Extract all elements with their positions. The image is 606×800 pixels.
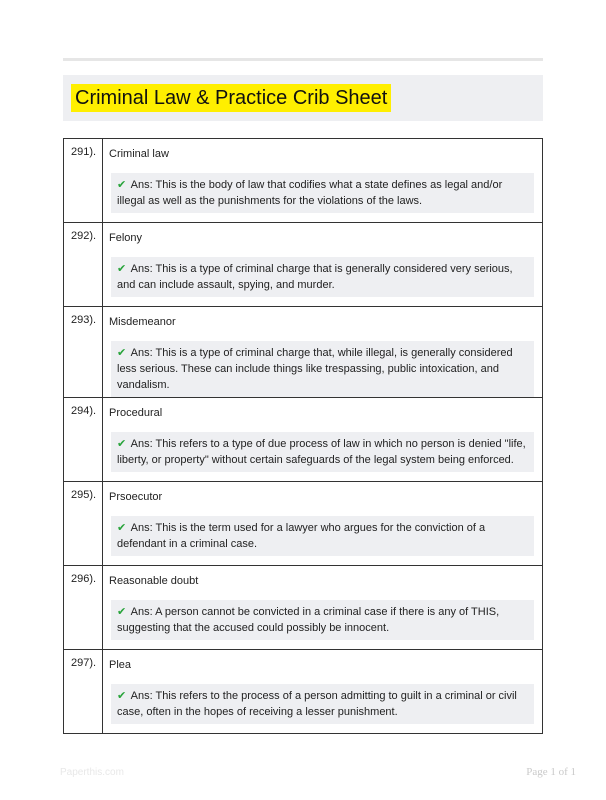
item-content-cell [103,650,543,734]
item-term: Plea [109,659,132,671]
checkmark-icon: ✔ [117,438,127,450]
item-term: Criminal law [109,148,169,160]
checkmark-icon: ✔ [117,606,127,618]
checkmark-icon: ✔ [117,263,127,275]
item-content-cell [103,139,543,223]
answer-box [111,600,534,640]
checkmark-icon: ✔ [117,179,127,191]
item-number: 296). [71,573,97,585]
item-number-cell [64,139,103,223]
answer-prefix: Ans: [130,438,153,450]
answer-prefix: Ans: [130,263,153,275]
answer-text: This is the term used for a lawyer who argues for the conviction of a defendant in a criminal case. [117,522,486,550]
item-number: 294). [71,405,97,417]
item-content-cell [103,566,543,650]
top-divider [63,58,543,61]
answer-box [111,257,534,297]
qa-table [63,138,543,734]
answer-text: This is the body of law that codifies what a state defines as legal and/or illegal as well as the punishments for the violations of the laws. [117,179,503,207]
item-number: 292). [71,230,97,242]
checkmark-icon: ✔ [117,347,127,359]
item-term: Prsoecutor [109,491,163,503]
answer-text: This refers to a type of due process of law in which no person is denied "life, liberty, or property" without certain safeguards of the legal system being enforced. [117,438,526,466]
item-content-cell [103,307,543,398]
item-number-cell [64,398,103,482]
table-row [64,139,543,223]
item-number: 291). [71,146,97,158]
answer-prefix: Ans: [130,347,153,359]
item-number: 293). [71,314,97,326]
item-number-cell [64,566,103,650]
table-row [64,566,543,650]
page-number: Page 1 of 1 [526,766,576,778]
answer-text: This refers to the process of a person admitting to guilt in a criminal or civil case, often in the hopes of receiving a lesser punishment. [117,690,517,718]
item-number: 297). [71,657,97,669]
answer-prefix: Ans: [130,606,153,618]
item-term: Felony [109,232,143,244]
item-term: Reasonable doubt [109,575,199,587]
item-term: Procedural [109,407,163,419]
answer-box [111,684,534,724]
answer-prefix: Ans: [130,522,153,534]
answer-box [111,173,534,213]
table-row [64,482,543,566]
item-number-cell [64,307,103,398]
answer-prefix: Ans: [130,179,153,191]
answer-text: A person cannot be convicted in a criminal case if there is any of THIS, suggesting that the accused could possibly be innocent. [117,606,500,634]
answer-box [111,341,534,397]
answer-text: This is a type of criminal charge that is generally considered very serious, and can include assault, spying, and murder. [117,263,513,291]
item-content-cell [103,398,543,482]
title-banner [63,75,543,121]
checkmark-icon: ✔ [117,522,127,534]
item-number-cell [64,482,103,566]
answer-box [111,432,534,472]
table-row [64,398,543,482]
table-row [64,307,543,398]
checkmark-icon: ✔ [117,690,127,702]
item-number-cell [64,650,103,734]
item-term: Misdemeanor [109,316,176,328]
item-content-cell [103,482,543,566]
answer-box [111,516,534,556]
item-number-cell [64,223,103,307]
footer-watermark: Paperthis.com [60,767,124,778]
table-row [64,223,543,307]
page-title: Criminal Law & Practice Crib Sheet [71,84,391,112]
item-content-cell [103,223,543,307]
answer-prefix: Ans: [130,690,153,702]
item-number: 295). [71,489,97,501]
answer-text: This is a type of criminal charge that, while illegal, is generally considered less serious. These can include things like trespassing, public intoxication, and vandalism. [117,347,513,391]
table-row [64,650,543,734]
